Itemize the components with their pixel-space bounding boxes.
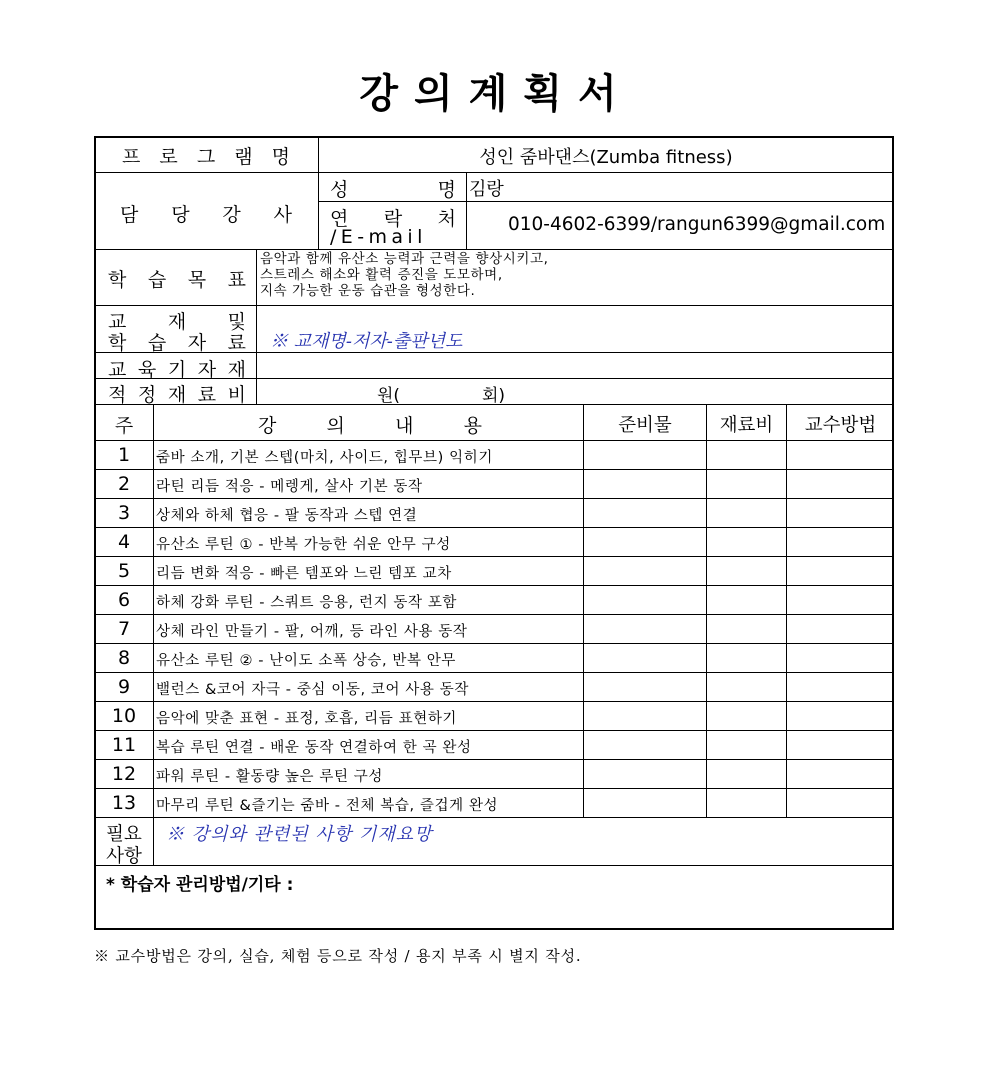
week-number: 13 bbox=[111, 792, 137, 814]
goals-line: 스트레스 해소와 활력 증진을 도모하며, bbox=[260, 267, 503, 283]
grid-line bbox=[94, 305, 894, 306]
contact-info: 010-4602-6399/rangun6399@gmail.com bbox=[508, 214, 886, 235]
week-content: 상체와 하체 협응 - 팔 동작과 스텝 연결 bbox=[156, 508, 418, 524]
week-number: 11 bbox=[111, 734, 137, 756]
week-number: 7 bbox=[117, 618, 131, 640]
instructor-label: 담 당 강 사 bbox=[120, 204, 292, 226]
program-label: 프 로 그 램 명 bbox=[122, 146, 290, 168]
week-number: 5 bbox=[117, 560, 131, 582]
grid-line bbox=[706, 404, 707, 817]
week-content: 음악에 맞춘 표현 - 표정, 호흡, 리듬 표현하기 bbox=[156, 711, 458, 727]
grid-line bbox=[94, 172, 894, 173]
name-label: 성 명 bbox=[330, 179, 456, 201]
page-title: 강의계획서 bbox=[359, 71, 633, 117]
week-content: 복습 루틴 연결 - 배운 동작 연결하여 한 곡 완성 bbox=[156, 740, 472, 756]
management-label: * 학습자 관리방법/기타 : bbox=[106, 875, 294, 895]
week-number: 10 bbox=[111, 705, 137, 727]
header-prep: 준비물 bbox=[618, 415, 672, 436]
header-method: 교수방법 bbox=[804, 415, 877, 436]
grid-line bbox=[94, 730, 894, 731]
grid-line bbox=[786, 404, 787, 817]
week-content: 줌바 소개, 기본 스텝(마치, 사이드, 힙무브) 익히기 bbox=[156, 450, 493, 466]
week-content: 리듬 변화 적응 - 빠른 템포와 느린 템포 교차 bbox=[156, 566, 452, 582]
week-number: 4 bbox=[117, 531, 131, 553]
contact-label-line1: 연 락 처 bbox=[330, 208, 456, 230]
goals-line: 음악과 함께 유산소 능력과 근력을 향상시키고, bbox=[260, 251, 549, 267]
notes-label-line1: 필요 bbox=[106, 824, 142, 845]
header-content: 강 의 내 용 bbox=[258, 415, 482, 437]
fee-label: 적 정 재 료 비 bbox=[108, 384, 246, 406]
notes-label-line2: 사항 bbox=[106, 846, 142, 867]
materials-label-line1: 교 재 및 bbox=[108, 311, 246, 333]
fee-times: 회) bbox=[482, 386, 506, 406]
week-content: 파워 루틴 - 활동량 높은 루틴 구성 bbox=[156, 769, 383, 785]
program-name: 성인 줌바댄스(Zumba fitness) bbox=[479, 147, 733, 168]
header-week: 주 bbox=[114, 415, 134, 437]
footnote: ※ 교수방법은 강의, 실습, 체험 등으로 작성 / 용지 부족 시 별지 작성. bbox=[94, 947, 582, 965]
grid-line bbox=[94, 440, 894, 441]
week-number: 2 bbox=[117, 473, 131, 495]
grid-line bbox=[94, 701, 894, 702]
grid-line bbox=[94, 788, 894, 789]
grid-line bbox=[94, 469, 894, 470]
week-content: 마무리 루틴 &즐기는 줌바 - 전체 복습, 즐겁게 완성 bbox=[156, 798, 499, 814]
grid-line bbox=[94, 249, 894, 250]
week-content: 라틴 리듬 적응 - 메렝게, 살사 기본 동작 bbox=[156, 479, 423, 495]
grid-line bbox=[256, 249, 257, 404]
grid-line bbox=[94, 759, 894, 760]
week-content: 유산소 루틴 ① - 반복 가능한 쉬운 안무 구성 bbox=[156, 537, 451, 553]
week-content: 유산소 루틴 ② - 난이도 소폭 상승, 반복 안무 bbox=[156, 653, 457, 669]
week-number: 1 bbox=[117, 444, 131, 466]
grid-line bbox=[94, 643, 894, 644]
notes-placeholder: ※ 강의와 관련된 사항 기재요망 bbox=[166, 824, 433, 845]
week-content: 상체 라인 만들기 - 팔, 어깨, 등 라인 사용 동작 bbox=[156, 624, 468, 640]
week-content: 밸런스 &코어 자극 - 중심 이동, 코어 사용 동작 bbox=[156, 682, 469, 698]
grid-line bbox=[94, 817, 894, 818]
goals-label: 학 습 목 표 bbox=[108, 269, 246, 291]
equipment-label: 교 육 기 자 재 bbox=[108, 359, 246, 381]
grid-line bbox=[94, 672, 894, 673]
week-number: 12 bbox=[111, 763, 137, 785]
grid-line bbox=[153, 404, 154, 865]
grid-line bbox=[94, 556, 894, 557]
week-number: 9 bbox=[117, 676, 131, 698]
grid-line bbox=[94, 614, 894, 615]
header-fee: 재료비 bbox=[719, 415, 774, 436]
instructor-name: 김랑 bbox=[469, 179, 504, 200]
week-number: 6 bbox=[117, 589, 131, 611]
goals-line: 지속 가능한 운동 습관을 형성한다. bbox=[260, 283, 476, 299]
materials-placeholder: ※ 교재명-저자-출판년도 bbox=[270, 331, 463, 352]
grid-line bbox=[94, 527, 894, 528]
grid-line bbox=[583, 404, 584, 817]
grid-line bbox=[94, 865, 894, 866]
week-number: 3 bbox=[117, 502, 131, 524]
materials-label-line2: 학 습 자 료 bbox=[108, 332, 246, 354]
grid-line bbox=[94, 585, 894, 586]
grid-line bbox=[94, 498, 894, 499]
week-content: 하체 강화 루틴 - 스쿼트 응용, 런지 동작 포함 bbox=[156, 595, 458, 611]
week-number: 8 bbox=[117, 647, 131, 669]
fee-won: 원( bbox=[377, 386, 401, 406]
contact-label-line2: /E-mail bbox=[330, 226, 427, 248]
grid-line bbox=[466, 172, 467, 249]
